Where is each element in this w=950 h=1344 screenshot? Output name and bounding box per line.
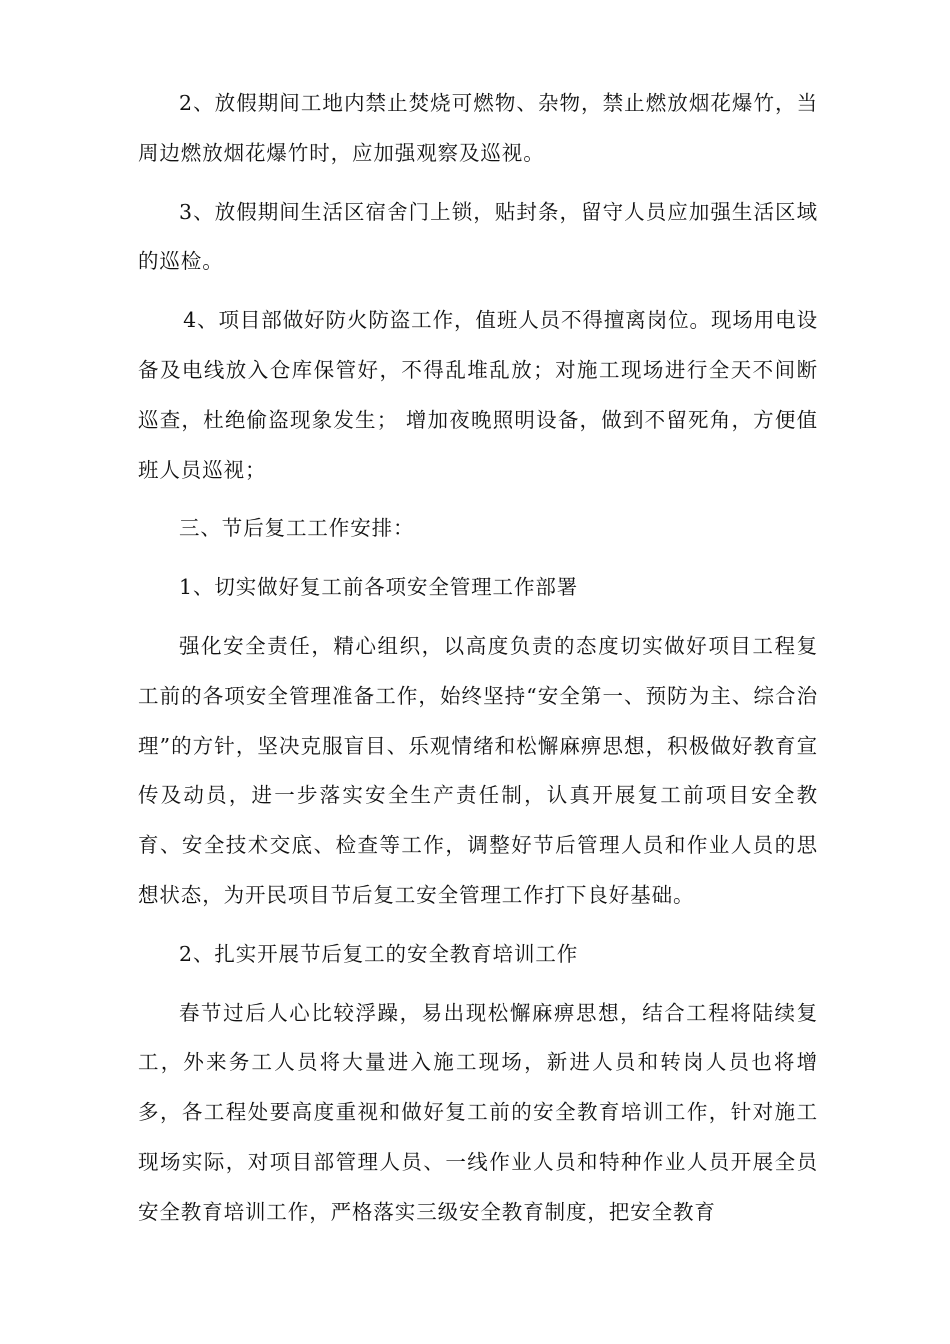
subheading-safety-training: 2、扎实开展节后复工的安全教育培训工作 xyxy=(179,941,579,966)
paragraph-fire-ban: 2、放假期间工地内禁止焚烧可燃物、杂物，禁止燃放烟花爆竹，当周边燃放烟花爆竹时，应加强观察及巡视。 xyxy=(138,91,818,165)
subheading-safety-management: 1、切实做好复工前各项安全管理工作部署 xyxy=(179,575,579,600)
section-heading-post-holiday: 三、节后复工工作安排： xyxy=(179,516,415,541)
paragraph-safety-training: 春节过后人心比较浮躁，易出现松懈麻痹思想，结合工程将陆续复工，外来务工人员将大量进入施工现场，新进人员和转岗人员也将增多，各工程处要高度重视和做好复工前的安全教育培训工作，针对施工现场实际，对项目部管理人员、一线作业人员和特种作业人员开展全员安全教育培训工作，严格落实三级安全教育制度，把安全教育 xyxy=(138,1000,818,1224)
paragraph-safety-responsibility: 强化安全责任，精心组织，以高度负责的态度切实做好项目工程复工前的各项安全管理准备工作，始终坚持“安全第一、预防为主、综合治理”的方针，坚决克服盲目、乐观情绪和松懈麻痹思想，积极做好教育宣传及动员，进一步落实安全生产责任制，认真开展复工前项目安全教育、安全技术交底、检查等工作，调整好节后管理人员和作业人员的思想状态，为开民项目节后复工安全管理工作打下良好基础。 xyxy=(138,633,818,907)
document-body xyxy=(138,79,818,1247)
paragraph-fire-theft-prevention: 4、项目部做好防火防盗工作，值班人员不得擅离岗位。现场用电设备及电线放入仓库保管好，不得乱堆乱放；对施工现场进行全天不间断巡查，杜绝偷盗现象发生； 增加夜晚照明设备，做到不留死角，方便值班人员巡视； xyxy=(138,308,818,482)
paragraph-dorm-lock: 3、放假期间生活区宿舍门上锁，贴封条，留守人员应加强生活区域的巡检。 xyxy=(138,199,818,274)
